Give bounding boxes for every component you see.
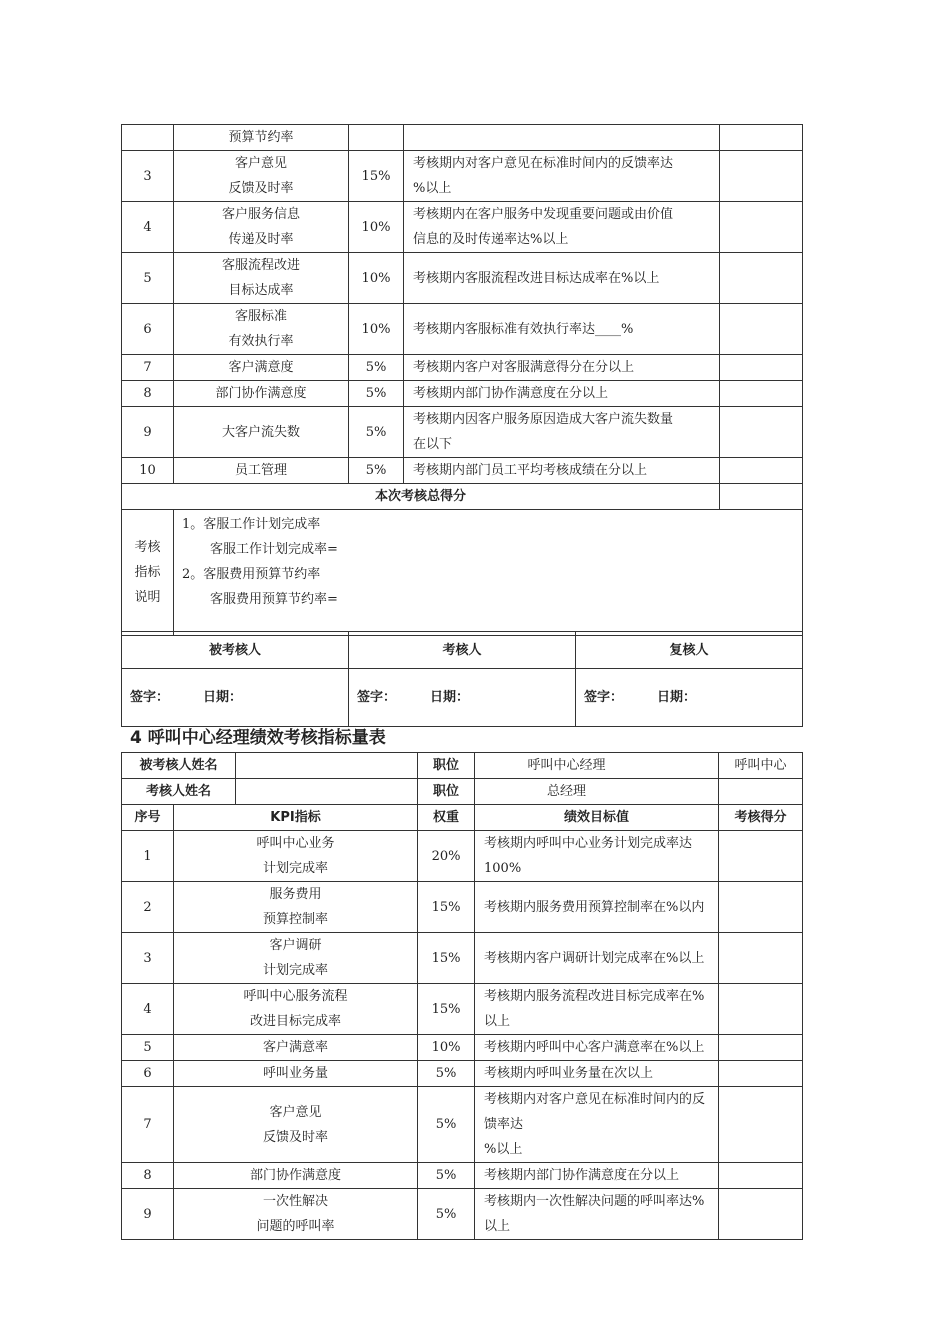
target-value	[404, 125, 720, 151]
row-number: 1	[122, 831, 174, 882]
weight: 20%	[418, 831, 475, 882]
note-line: 客服工作计划完成率=	[210, 542, 338, 557]
header-kpi: KPI指标	[174, 805, 418, 831]
total-score-cell[interactable]	[720, 484, 803, 510]
target-value: 考核期内部门协作满意度在分以上	[475, 1163, 719, 1189]
weight: 15%	[418, 984, 475, 1035]
score-cell[interactable]	[720, 125, 803, 151]
target-value: 考核期内客户调研计划完成率在%以上	[475, 933, 719, 984]
total-score-label: 本次考核总得分	[122, 484, 720, 510]
assessor-name-label: 考核人姓名	[122, 779, 236, 805]
table-row	[122, 933, 803, 984]
score-cell[interactable]	[719, 831, 803, 882]
assessee-header: 被考核人	[122, 632, 349, 669]
table-row	[122, 458, 803, 484]
kpi-name: 客户满意率	[174, 1035, 418, 1061]
kpi-name: 部门协作满意度	[174, 381, 349, 407]
target-value: 考核期内客户对客服满意得分在分以上	[404, 355, 720, 381]
notes-content	[174, 510, 803, 636]
assessor-signature[interactable]: 签字： 日期：	[349, 669, 576, 727]
score-cell[interactable]	[719, 882, 803, 933]
row-number: 9	[122, 1189, 174, 1240]
row-number: 6	[122, 1061, 174, 1087]
kpi-name: 呼叫业务量	[174, 1061, 418, 1087]
target-value: 考核期内客服流程改进目标达成率在%以上	[404, 253, 720, 304]
target-value: 考核期内部门员工平均考核成绩在分以上	[404, 458, 720, 484]
table-header-row	[122, 805, 803, 831]
target-value: 考核期内服务流程改进目标完成率在%以上	[475, 984, 719, 1035]
table-row	[122, 151, 803, 202]
assessor-dept[interactable]	[719, 779, 803, 805]
score-cell[interactable]	[720, 407, 803, 458]
score-cell[interactable]	[719, 1035, 803, 1061]
target-value: 考核期内因客户服务原因造成大客户流失数量 在以下	[404, 407, 720, 458]
header-no: 序号	[122, 805, 174, 831]
weight	[349, 125, 404, 151]
score-cell[interactable]	[719, 984, 803, 1035]
weight: 10%	[418, 1035, 475, 1061]
kpi-name: 服务费用 预算控制率	[174, 882, 418, 933]
kpi-name: 客户满意度	[174, 355, 349, 381]
table-row	[122, 407, 803, 458]
assessor-header: 考核人	[349, 632, 576, 669]
assessor-position: 总经理	[475, 779, 719, 805]
weight: 5%	[418, 1189, 475, 1240]
table-row	[122, 355, 803, 381]
target-value: 考核期内呼叫中心客户满意率在%以上	[475, 1035, 719, 1061]
row-number: 3	[122, 151, 174, 202]
row-number: 4	[122, 202, 174, 253]
row-number: 6	[122, 304, 174, 355]
score-cell[interactable]	[720, 202, 803, 253]
score-cell[interactable]	[720, 151, 803, 202]
signature-header-row	[122, 632, 803, 669]
target-value: 考核期内呼叫业务量在次以上	[475, 1061, 719, 1087]
table-row	[122, 381, 803, 407]
row-number: 3	[122, 933, 174, 984]
target-value: 考核期内对客户意见在标准时间内的反馈率达 %以上	[404, 151, 720, 202]
assessee-info-row	[122, 753, 803, 779]
assessee-position: 呼叫中心经理	[475, 753, 719, 779]
kpi-name: 客户服务信息 传递及时率	[174, 202, 349, 253]
assessee-name-label: 被考核人姓名	[122, 753, 236, 779]
kpi-name: 客户意见 反馈及时率	[174, 1087, 418, 1163]
kpi-name: 一次性解决 问题的呼叫率	[174, 1189, 418, 1240]
kpi-table-body	[122, 125, 803, 636]
score-cell[interactable]	[720, 253, 803, 304]
kpi-name: 客户意见 反馈及时率	[174, 151, 349, 202]
kpi-name: 呼叫中心业务 计划完成率	[174, 831, 418, 882]
target-value: 考核期内客服标准有效执行率达____%	[404, 304, 720, 355]
table-row	[122, 125, 803, 151]
total-score-row	[122, 484, 803, 510]
assessor-name-field[interactable]	[236, 779, 418, 805]
weight: 5%	[418, 1163, 475, 1189]
score-cell[interactable]	[720, 381, 803, 407]
score-cell[interactable]	[719, 933, 803, 984]
table-row	[122, 1163, 803, 1189]
table-row	[122, 304, 803, 355]
weight: 5%	[349, 355, 404, 381]
score-cell[interactable]	[719, 1061, 803, 1087]
note-line: 1。客服工作计划完成率	[182, 517, 321, 532]
section-title: 4 呼叫中心经理绩效考核指标量表	[130, 728, 386, 748]
table-row	[122, 1087, 803, 1163]
row-number: 7	[122, 1087, 174, 1163]
target-value: 考核期内对客户意见在标准时间内的反馈率达 %以上	[475, 1087, 719, 1163]
score-cell[interactable]	[720, 304, 803, 355]
row-number: 8	[122, 1163, 174, 1189]
assessee-name-field[interactable]	[236, 753, 418, 779]
target-value: 考核期内在客户服务中发现重要问题或由价值 信息的及时传递率达%以上	[404, 202, 720, 253]
kpi-name: 预算节约率	[174, 125, 349, 151]
header-weight: 权重	[418, 805, 475, 831]
kpi-name: 客户调研 计划完成率	[174, 933, 418, 984]
weight: 15%	[418, 933, 475, 984]
table-row	[122, 984, 803, 1035]
row-number: 5	[122, 253, 174, 304]
score-cell[interactable]	[719, 1163, 803, 1189]
target-value: 考核期内服务费用预算控制率在%以内	[475, 882, 719, 933]
weight: 5%	[349, 458, 404, 484]
kpi-table-continued	[121, 124, 803, 636]
header-score: 考核得分	[719, 805, 803, 831]
kpi-name: 大客户流失数	[174, 407, 349, 458]
reviewer-signature[interactable]: 签字： 日期：	[576, 669, 803, 727]
weight: 5%	[349, 407, 404, 458]
row-number: 8	[122, 381, 174, 407]
assessee-dept: 呼叫中心	[719, 753, 803, 779]
weight: 10%	[349, 304, 404, 355]
weight: 5%	[418, 1087, 475, 1163]
table-row	[122, 1035, 803, 1061]
call-center-kpi-table	[121, 752, 803, 1240]
position-label: 职位	[418, 753, 475, 779]
notes-row	[122, 510, 803, 636]
row-number: 2	[122, 882, 174, 933]
reviewer-header: 复核人	[576, 632, 803, 669]
table-row	[122, 202, 803, 253]
table-row	[122, 1061, 803, 1087]
table-row	[122, 882, 803, 933]
notes-label: 考核 指标 说明	[122, 510, 174, 636]
target-value: 考核期内呼叫中心业务计划完成率达100%	[475, 831, 719, 882]
weight: 15%	[349, 151, 404, 202]
row-number: 10	[122, 458, 174, 484]
header-target: 绩效目标值	[475, 805, 719, 831]
weight: 10%	[349, 253, 404, 304]
weight: 10%	[349, 202, 404, 253]
score-cell[interactable]	[719, 1087, 803, 1163]
kpi-name: 呼叫中心服务流程 改进目标完成率	[174, 984, 418, 1035]
signature-table	[121, 631, 803, 727]
target-value: 考核期内一次性解决问题的呼叫率达%以上	[475, 1189, 719, 1240]
row-number	[122, 125, 174, 151]
kpi-name: 客服流程改进 目标达成率	[174, 253, 349, 304]
position-label: 职位	[418, 779, 475, 805]
weight: 5%	[349, 381, 404, 407]
table-row	[122, 831, 803, 882]
signature-row	[122, 669, 803, 727]
weight: 15%	[418, 882, 475, 933]
assessor-info-row	[122, 779, 803, 805]
kpi-name: 客服标准 有效执行率	[174, 304, 349, 355]
row-number: 9	[122, 407, 174, 458]
score-cell[interactable]	[719, 1189, 803, 1240]
row-number: 4	[122, 984, 174, 1035]
weight: 5%	[418, 1061, 475, 1087]
kpi-name: 员工管理	[174, 458, 349, 484]
note-line: 客服费用预算节约率=	[210, 592, 338, 607]
note-line: 2。客服费用预算节约率	[182, 567, 321, 582]
table-row	[122, 1189, 803, 1240]
score-cell[interactable]	[720, 355, 803, 381]
score-cell[interactable]	[720, 458, 803, 484]
table-row	[122, 253, 803, 304]
row-number: 7	[122, 355, 174, 381]
row-number: 5	[122, 1035, 174, 1061]
kpi-name: 部门协作满意度	[174, 1163, 418, 1189]
assessee-signature[interactable]: 签字： 日期：	[122, 669, 349, 727]
target-value: 考核期内部门协作满意度在分以上	[404, 381, 720, 407]
